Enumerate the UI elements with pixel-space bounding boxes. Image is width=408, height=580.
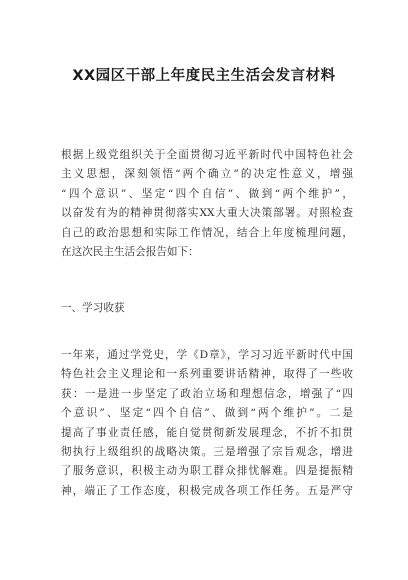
section1-line: 提高了事业责任感，能自觉贯彻新发展理念，不折不扣贯 xyxy=(61,426,353,439)
intro-line: 根据上级党组织关于全面贯彻习近平新时代中国特色社会 xyxy=(61,149,353,161)
section1-line: 特色社会主义理论和一系列重要讲话精神，取得了一些收 xyxy=(61,368,353,381)
section1-line: 获：一是进一步坚定了政治立场和理想信念，增强了“四 xyxy=(61,387,353,400)
section1-line: 一年来，通过学党史，学《D章》，学习习近平新时代中国 xyxy=(61,349,353,361)
intro-line: 自己的政治思想和实际工作情况，结合上年度梳理问题， xyxy=(61,226,353,239)
intro-line: 以奋发有为的精神贯彻落实XX大重大决策部署。对照检查 xyxy=(61,207,353,220)
section1-paragraph xyxy=(61,346,353,501)
section-heading-study-gains: 一、学习收获 xyxy=(61,302,125,314)
section1-line: 神，端正了工作态度，积极完成各项工作任务。五是严守 xyxy=(61,484,353,497)
intro-paragraph xyxy=(61,146,353,262)
intro-line: 在这次民主生活会报告如下： xyxy=(61,245,199,258)
section1-line: 了服务意识，积极主动为职工群众排忧解难。四是提振精 xyxy=(61,465,353,478)
section1-line: 个意识”、坚定“四个自信”、做到“两个维护”。二是 xyxy=(61,407,353,420)
intro-line: 主义思想，深刻领悟“两个确立”的决定性意义，增强 xyxy=(61,168,353,181)
section1-line: 彻执行上级组织的战略决策。三是增强了宗旨观念，增进 xyxy=(61,445,353,458)
document-title: XX园区干部上年度民主生活会发言材料 xyxy=(72,68,336,84)
intro-line: “四个意识”、坚定“四个自信”、做到“两个维护”， xyxy=(61,187,353,200)
